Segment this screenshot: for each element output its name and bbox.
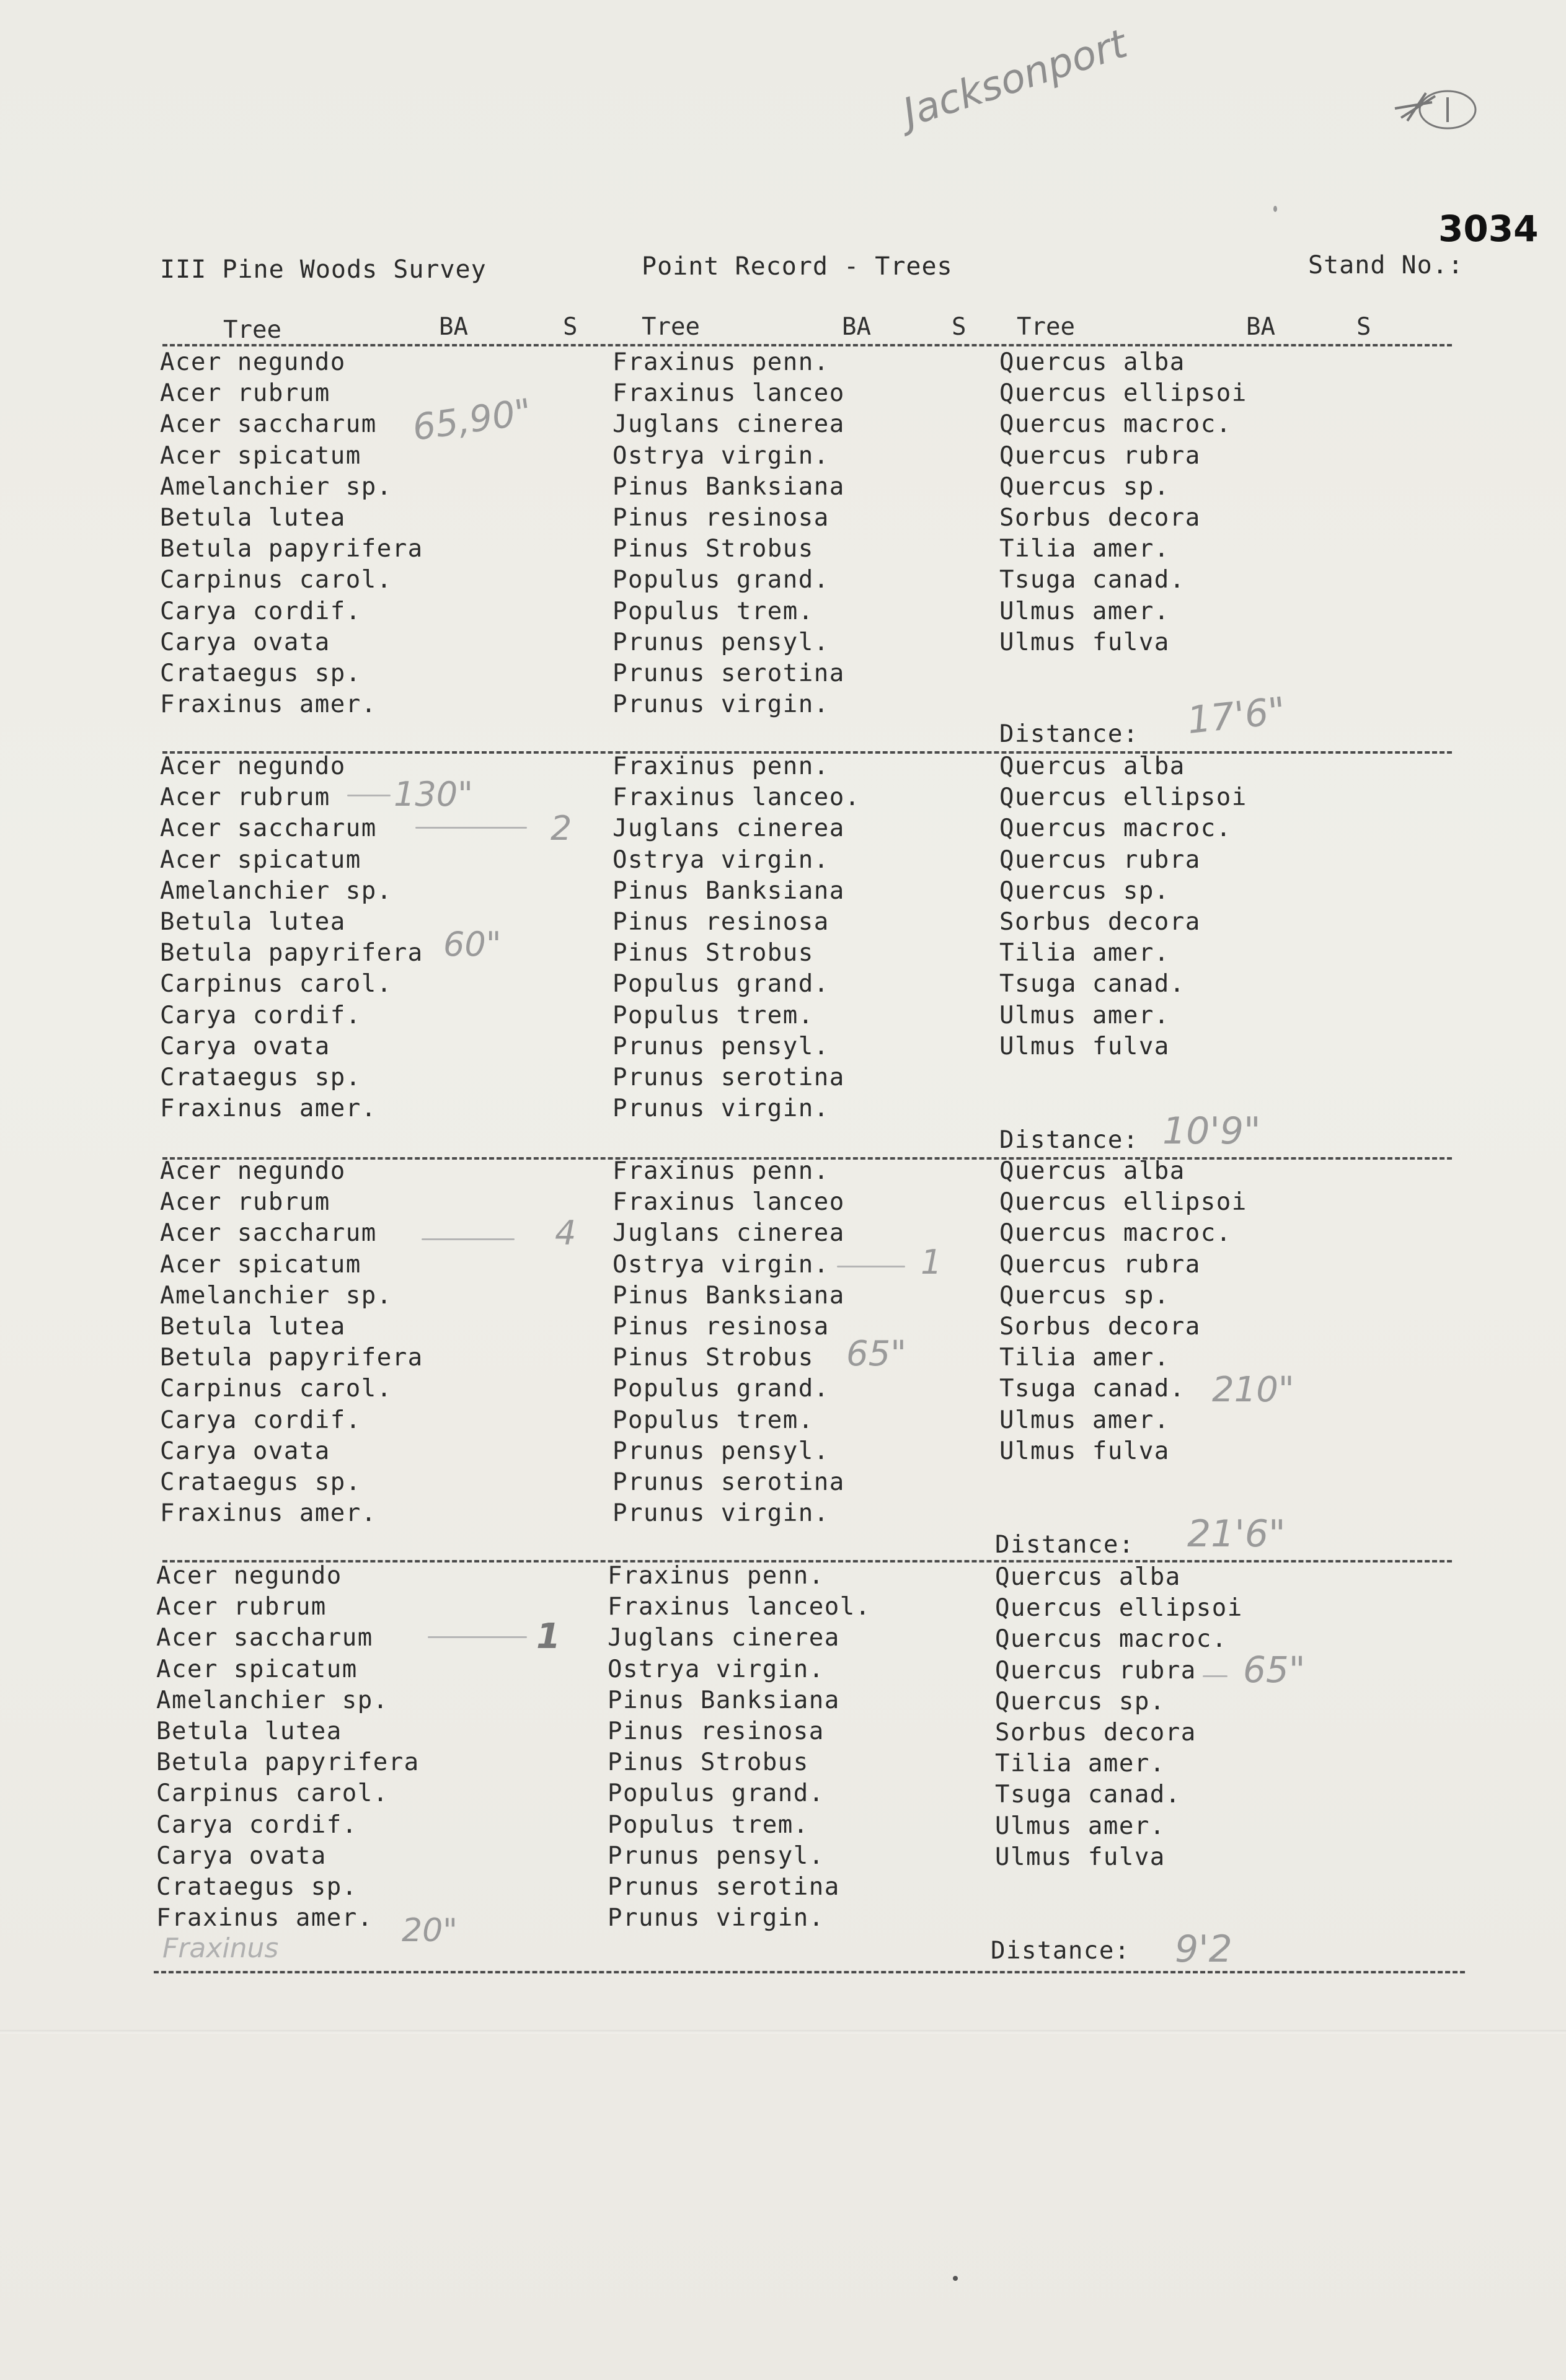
list-item: Amelanchier sp. <box>160 472 392 501</box>
annotation-b2-acer-saccharum: 2 <box>551 809 572 848</box>
list-item: Ostrya virgin. <box>608 1655 825 1683</box>
header-ba-2: BA <box>842 313 871 341</box>
distance-label-4: Distance: <box>991 1937 1130 1965</box>
list-item: Pinus Strobus <box>613 1344 814 1372</box>
list-item: Prunus pensyl. <box>613 1032 829 1060</box>
list-item: Carya ovata <box>156 1841 327 1870</box>
list-item: Populus trem. <box>613 1406 814 1434</box>
list-item: Pinus resinosa <box>613 503 829 532</box>
distance-label-1: Distance: <box>999 720 1139 748</box>
list-item: Prunus virgin. <box>613 1499 829 1528</box>
list-item: Carya cordif. <box>156 1810 358 1839</box>
list-item: Juglans cinerea <box>613 814 845 843</box>
list-item: Populus grand. <box>613 970 829 998</box>
list-item: Acer negundo <box>160 348 346 376</box>
list-item: Prunus serotina <box>613 1468 845 1496</box>
annotation-b1-acer-saccharum: 65,90" <box>410 390 534 449</box>
list-item: Fraxinus amer. <box>160 690 377 719</box>
list-item: Betula papyrifera <box>156 1748 420 1777</box>
list-item: Ulmus amer. <box>999 597 1170 625</box>
block-4-col-2 <box>608 1561 871 1934</box>
list-item: Betula papyrifera <box>160 1344 423 1372</box>
list-item: Fraxinus penn. <box>613 752 829 780</box>
list-item: Acer saccharum <box>160 1219 377 1248</box>
list-item: Pinus Banksiana <box>608 1686 840 1714</box>
distance-value-3: 21'6" <box>1187 1512 1286 1556</box>
block-1-col-1 <box>160 347 423 720</box>
block-3-col-3 <box>999 1156 1247 1467</box>
list-item: Fraxinus penn. <box>613 348 829 376</box>
block-4-col-3 <box>995 1562 1243 1873</box>
list-item: Acer negundo <box>156 1562 342 1590</box>
list-item: Carpinus carol. <box>156 1779 389 1808</box>
annotation-b4-quercus-rubra: 65" <box>1243 1649 1306 1691</box>
header-tree-1: Tree <box>223 316 281 344</box>
list-item: Fraxinus lanceo <box>613 1188 845 1217</box>
list-item: Sorbus decora <box>999 907 1201 936</box>
paper-fold-line <box>0 2030 1566 2034</box>
block-2-col-2 <box>613 751 860 1124</box>
list-item: Fraxinus amer. <box>156 1904 373 1933</box>
list-item: Quercus macroc. <box>995 1625 1228 1654</box>
list-item: Fraxinus amer. <box>160 1095 377 1123</box>
pencil-stroke <box>415 827 527 829</box>
list-item: Sorbus decora <box>995 1718 1197 1747</box>
list-item: Acer saccharum <box>156 1624 373 1652</box>
list-item: Ulmus amer. <box>999 1001 1170 1029</box>
list-item: Ulmus fulva <box>999 1437 1170 1465</box>
list-item: Acer rubrum <box>160 1188 330 1217</box>
list-item: Prunus pensyl. <box>613 628 829 656</box>
list-item: Quercus ellipsoi <box>999 1188 1247 1217</box>
list-item: Fraxinus lanceo <box>613 379 845 408</box>
list-item: Pinus Strobus <box>613 939 814 967</box>
block-4-col-1 <box>156 1561 420 1934</box>
list-item: Ostrya virgin. <box>613 845 829 874</box>
list-item: Pinus resinosa <box>613 907 829 936</box>
header-s-2: S <box>952 313 967 341</box>
list-item: Acer saccharum <box>160 814 377 843</box>
annotation-b3-acer-saccharum: 4 <box>555 1214 577 1253</box>
distance-label-3: Distance: <box>995 1531 1135 1559</box>
list-item: Betula lutea <box>160 1312 346 1341</box>
list-item: Prunus serotina <box>608 1872 840 1901</box>
speck <box>953 2276 958 2281</box>
list-item: Prunus virgin. <box>613 690 829 719</box>
block-1-col-3 <box>999 347 1247 658</box>
list-item: Acer rubrum <box>156 1593 327 1621</box>
list-item: Pinus Strobus <box>608 1748 809 1777</box>
list-item: Betula lutea <box>156 1717 342 1745</box>
pencil-stroke <box>1203 1675 1228 1677</box>
list-item: Pinus Banksiana <box>613 1281 845 1310</box>
list-item: Sorbus decora <box>999 1312 1201 1341</box>
list-item: Acer negundo <box>160 1157 346 1185</box>
header-divider <box>162 344 1452 346</box>
header-s-3: S <box>1356 313 1371 341</box>
distance-label-2: Distance: <box>999 1126 1139 1154</box>
list-item: Carpinus carol. <box>160 566 392 594</box>
list-item: Carya ovata <box>160 628 330 656</box>
speck <box>1273 206 1277 212</box>
header-ba-1: BA <box>439 313 468 341</box>
list-item: Ostrya virgin. <box>613 1250 829 1279</box>
list-item: Quercus macroc. <box>999 1219 1232 1248</box>
list-item: Quercus sp. <box>995 1687 1166 1716</box>
list-item: Amelanchier sp. <box>160 1281 392 1310</box>
pencil-stroke <box>428 1636 527 1638</box>
list-item: Pinus resinosa <box>608 1717 825 1745</box>
list-item: Quercus ellipsoi <box>999 379 1247 408</box>
distance-value-2: 10'9" <box>1162 1109 1261 1153</box>
list-item: Tilia amer. <box>999 939 1170 967</box>
list-item: Quercus alba <box>995 1563 1181 1591</box>
block-2-col-1 <box>160 751 423 1124</box>
list-item: Juglans cinerea <box>613 1219 845 1248</box>
annotation-b2-acer-rubrum: 130" <box>394 775 473 814</box>
annotation-b4-fraxinus-word: Fraxinus <box>162 1933 279 1964</box>
list-item: Populus trem. <box>613 1001 814 1029</box>
header-s-1: S <box>563 313 578 341</box>
distance-value-1: 17'6" <box>1185 689 1288 743</box>
list-item: Quercus macroc. <box>999 410 1232 439</box>
list-item: Betula lutea <box>160 503 346 532</box>
list-item: Tsuga canad. <box>999 1375 1185 1403</box>
list-item: Ulmus fulva <box>995 1843 1166 1871</box>
record-title: Point Record - Trees <box>642 252 953 281</box>
header-tree-3: Tree <box>1017 313 1075 341</box>
list-item: Juglans cinerea <box>613 410 845 439</box>
list-item: Fraxinus amer. <box>160 1499 377 1528</box>
pencil-stroke <box>347 795 391 796</box>
list-item: Quercus rubra <box>995 1656 1197 1685</box>
list-item: Crataegus sp. <box>160 1468 361 1496</box>
list-item: Ostrya virgin. <box>613 441 829 470</box>
list-item: Ulmus fulva <box>999 628 1170 656</box>
list-item: Tilia amer. <box>995 1750 1166 1778</box>
list-item: Ulmus amer. <box>999 1406 1170 1434</box>
list-item: Populus grand. <box>613 566 829 594</box>
list-item: Prunus serotina <box>613 659 845 687</box>
list-item: Quercus alba <box>999 752 1185 780</box>
list-item: Pinus resinosa <box>613 1312 829 1341</box>
list-item: Carpinus carol. <box>160 970 392 998</box>
header-tree-2: Tree <box>642 313 700 341</box>
location-note: Jacksonport <box>897 20 1133 137</box>
list-item: Acer rubrum <box>160 783 330 812</box>
list-item: Populus grand. <box>608 1779 825 1808</box>
block-1-col-2 <box>613 347 845 720</box>
list-item: Ulmus fulva <box>999 1032 1170 1060</box>
list-item: Betula lutea <box>160 907 346 936</box>
list-item: Populus trem. <box>608 1810 809 1839</box>
annotation-b3-tsuga: 210" <box>1212 1370 1294 1410</box>
circled-mark-icon <box>1389 84 1488 133</box>
stand-number: 3034 <box>1438 208 1539 250</box>
list-item: Tilia amer. <box>999 1344 1170 1372</box>
list-item: Acer negundo <box>160 752 346 780</box>
list-item: Amelanchier sp. <box>160 876 392 905</box>
list-item: Prunus virgin. <box>608 1904 825 1933</box>
list-item: Quercus sp. <box>999 472 1170 501</box>
list-item: Acer spicatum <box>160 1250 361 1279</box>
list-item: Quercus alba <box>999 1157 1185 1185</box>
list-item: Quercus ellipsoi <box>995 1594 1243 1623</box>
pencil-stroke <box>837 1266 905 1267</box>
list-item: Acer rubrum <box>160 379 330 408</box>
list-item: Tsuga canad. <box>995 1781 1181 1809</box>
list-item: Carpinus carol. <box>160 1375 392 1403</box>
list-item: Pinus Strobus <box>613 535 814 563</box>
list-item: Quercus alba <box>999 348 1185 376</box>
list-item: Betula papyrifera <box>160 939 423 967</box>
list-item: Fraxinus lanceo. <box>613 783 860 812</box>
list-item: Quercus rubra <box>999 845 1201 874</box>
list-item: Populus trem. <box>613 597 814 625</box>
list-item: Amelanchier sp. <box>156 1686 389 1714</box>
list-item: Crataegus sp. <box>156 1872 358 1901</box>
list-item: Prunus serotina <box>613 1063 845 1091</box>
list-item: Quercus sp. <box>999 1281 1170 1310</box>
block-3-col-2 <box>613 1156 845 1529</box>
header-ba-3: BA <box>1246 313 1275 341</box>
list-item: Crataegus sp. <box>160 1063 361 1091</box>
list-item: Tsuga canad. <box>999 970 1185 998</box>
list-item: Quercus rubra <box>999 441 1201 470</box>
annotation-b4-acer-saccharum: 1 <box>536 1616 560 1657</box>
list-item: Pinus Banksiana <box>613 876 845 905</box>
list-item: Fraxinus penn. <box>608 1562 825 1590</box>
list-item: Ulmus amer. <box>995 1812 1166 1840</box>
list-item: Sorbus decora <box>999 503 1201 532</box>
list-item: Quercus rubra <box>999 1250 1201 1279</box>
annotation-b3-pinus-strobus: 65" <box>846 1334 907 1374</box>
list-item: Populus grand. <box>613 1375 829 1403</box>
annotation-b3-ostrya: 1 <box>921 1243 942 1282</box>
pencil-stroke <box>422 1238 515 1240</box>
list-item: Betula papyrifera <box>160 535 423 563</box>
block-2-col-3 <box>999 751 1247 1062</box>
list-item: Prunus pensyl. <box>613 1437 829 1465</box>
list-item: Juglans cinerea <box>608 1624 840 1652</box>
list-item: Pinus Banksiana <box>613 472 845 501</box>
list-item: Prunus virgin. <box>613 1095 829 1123</box>
list-item: Tilia amer. <box>999 535 1170 563</box>
list-item: Tsuga canad. <box>999 566 1185 594</box>
stand-label: Stand No.: <box>1308 251 1464 280</box>
list-item: Carya cordif. <box>160 1001 361 1029</box>
block-divider-4 <box>154 1971 1465 1973</box>
annotation-b2-betula-papyrifera: 60" <box>443 925 502 964</box>
list-item: Quercus ellipsoi <box>999 783 1247 812</box>
list-item: Carya cordif. <box>160 1406 361 1434</box>
annotation-b4-fraxinus-amer: 20" <box>402 1912 458 1949</box>
list-item: Fraxinus penn. <box>613 1157 829 1185</box>
block-3-col-1 <box>160 1156 423 1529</box>
distance-value-4: 9'2 <box>1175 1928 1232 1971</box>
survey-title: III Pine Woods Survey <box>160 255 487 284</box>
list-item: Quercus sp. <box>999 876 1170 905</box>
list-item: Carya ovata <box>160 1032 330 1060</box>
list-item: Prunus pensyl. <box>608 1841 825 1870</box>
list-item: Acer spicatum <box>156 1655 358 1683</box>
list-item: Carya ovata <box>160 1437 330 1465</box>
list-item: Acer spicatum <box>160 441 361 470</box>
list-item: Fraxinus lanceol. <box>608 1593 871 1621</box>
list-item: Crataegus sp. <box>160 659 361 687</box>
list-item: Acer saccharum <box>160 410 377 439</box>
list-item: Acer spicatum <box>160 845 361 874</box>
list-item: Carya cordif. <box>160 597 361 625</box>
list-item: Quercus macroc. <box>999 814 1232 843</box>
